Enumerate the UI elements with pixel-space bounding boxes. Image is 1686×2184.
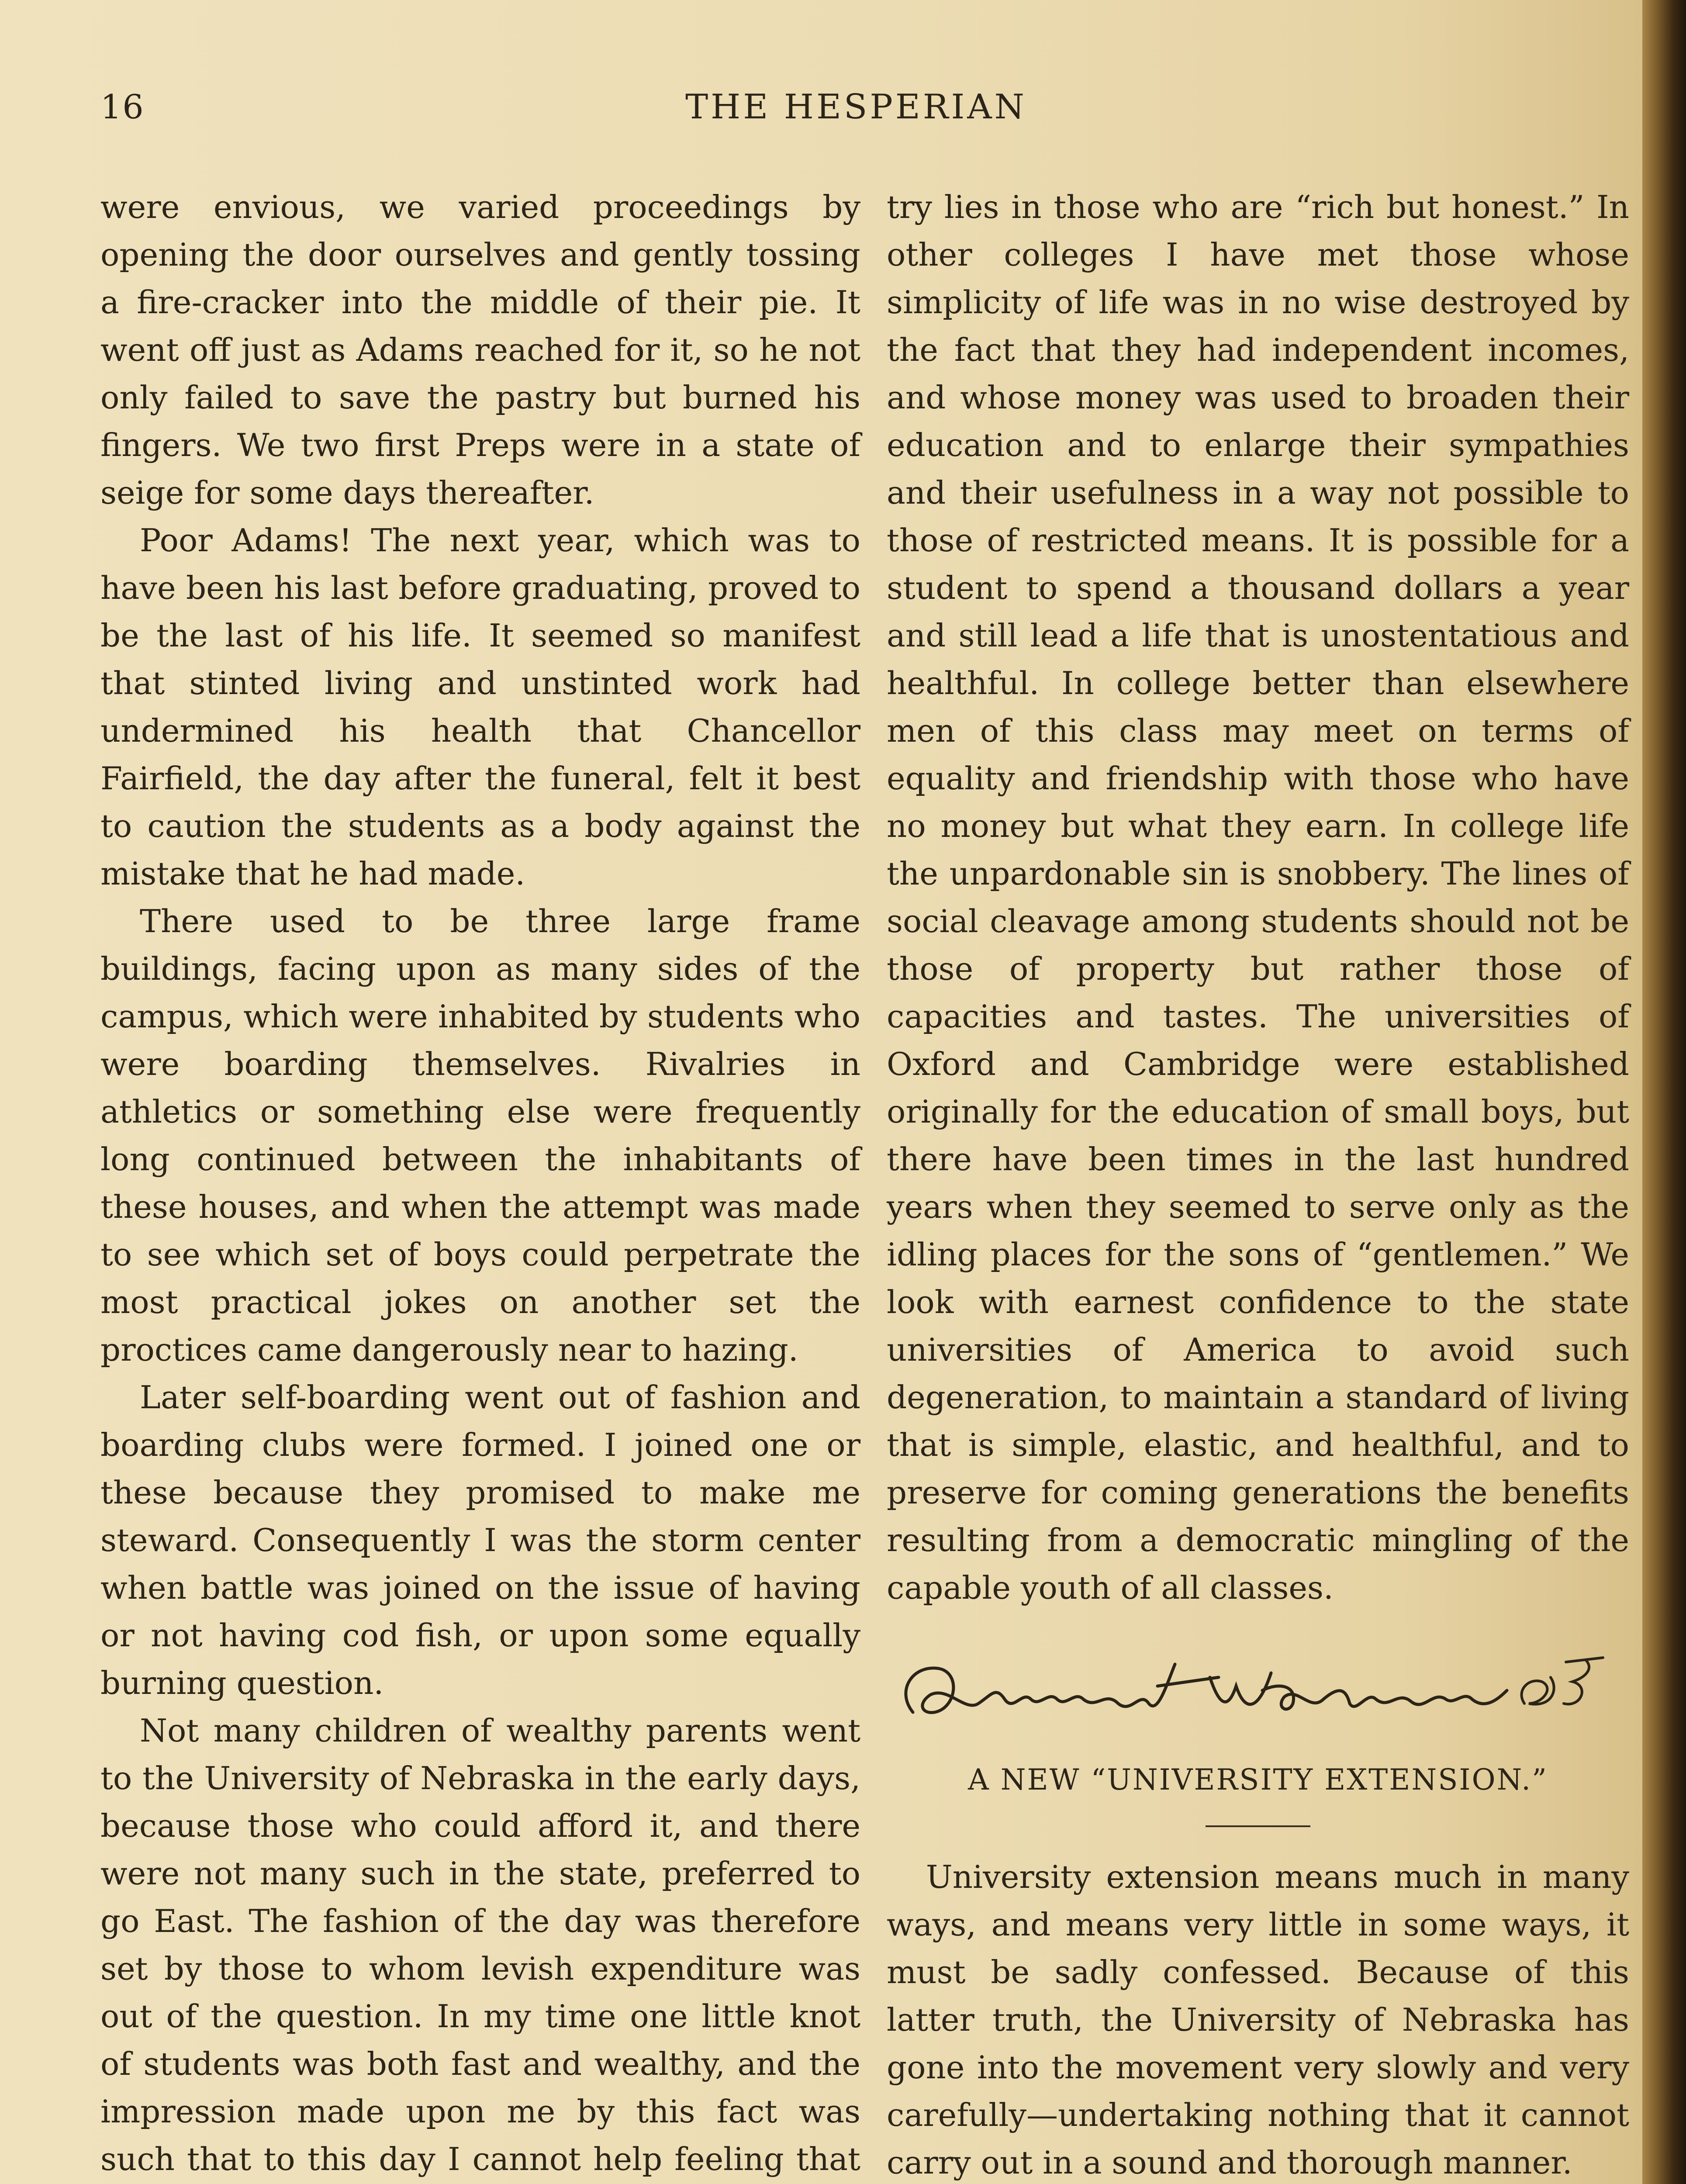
page-header (100, 87, 1612, 135)
running-title: THE HESPERIAN (685, 87, 1027, 127)
paragraph: try lies in those who are “rich but honest.” In other colleges I have met those whose simplicity of life was in no wise destroyed by the fact that they had independent incomes, and whose money was used to broaden their education and to enlarge their sympathies and their usefulness in a way not possible to those of restricted means. It is possible for a student to spend a thousand dollars a year and still lead a life that is unostentatious and healthful. In college better than elsewhere men of this class may meet on terms of equality and friendship with those who have no money but what they earn. In college life the unpardonable sin is snobbery. The lines of social cleavage among students should not be those of property but rather those of capacities and tastes. The universities of Oxford and Cambridge were established originally for the education of small boys, but there have been times in the last hundred years when they seemed to serve only as the idling places for the sons of “gentlemen.” We look with earnest confidence to the state universities of America to avoid such degeneration, to maintain a standard of living that is simple, elastic, and healthful, and to preserve for coming generations the benefits resulting from a democratic mingling of the capable youth of all classes. (887, 189, 1629, 1606)
book-binding-edge (1642, 0, 1686, 2184)
article-title: A NEW “UNIVERSITY EXTENSION.” (968, 1763, 1548, 1797)
signature-graphic (887, 1638, 1629, 1738)
left-column (100, 183, 860, 2184)
paragraph: Later self-boarding went out of fashion and boarding clubs were formed. I joined one or these because they promised to make me steward. Consequently I was the storm center when battle was joined on the issue of having or not having cod fish, or upon some equally burning question. (100, 1379, 860, 1701)
paragraph: were envious, we varied proceedings by opening the door ourselves and gently tossing a fire-cracker into the middle of their pie. It went off just as Adams reached for it, so he not only failed to save the pastry but burned his fingers. We two first Preps were in a state of seige for some days thereafter. (100, 189, 860, 511)
paragraph: Poor Adams! The next year, which was to have been his last before graduating, proved to be the last of his life. It seemed so manifest that stinted living and unstinted work had undermined his health that Chancellor Fairfield, the day after the funeral, felt it best to caution the students as a body against the mistake that he had made. (100, 522, 860, 892)
right-column (887, 183, 1629, 2184)
paragraph: There used to be three large frame buildings, facing upon as many sides of the campus, which were inhabited by students who were boarding themselves. Rivalries in athletics or something else were frequently long continued between the inhabitants of these houses, and when the attempt was made to see which set of boys could perpetrate the most practical jokes on another set the proctices came dangerously near to hazing. (100, 903, 860, 1368)
paragraph: Not many children of wealthy parents went to the University of Nebraska in the early days, because those who could afford it, and there were not many such in the state, preferred to go East. The fashion of the day was therefore set by those to whom levish expenditure was out of the question. In my time one little knot of students was both fast and wealthy, and the impression made upon me by this fact was such that to this day I cannot help feeling that (100, 1712, 860, 2177)
handwritten-signature (887, 1638, 1629, 1738)
page-number: 16 (100, 87, 145, 126)
paragraph: University extension means much in many ways, and means very little in some ways, it must be sadly confessed. Because of this latter truth, the University of Nebraska has gone into the movement very slowly and very carefully—undertaking nothing that it cannot carry out in a sound and thorough manner. (887, 1859, 1629, 2181)
title-divider (1206, 1825, 1310, 1827)
